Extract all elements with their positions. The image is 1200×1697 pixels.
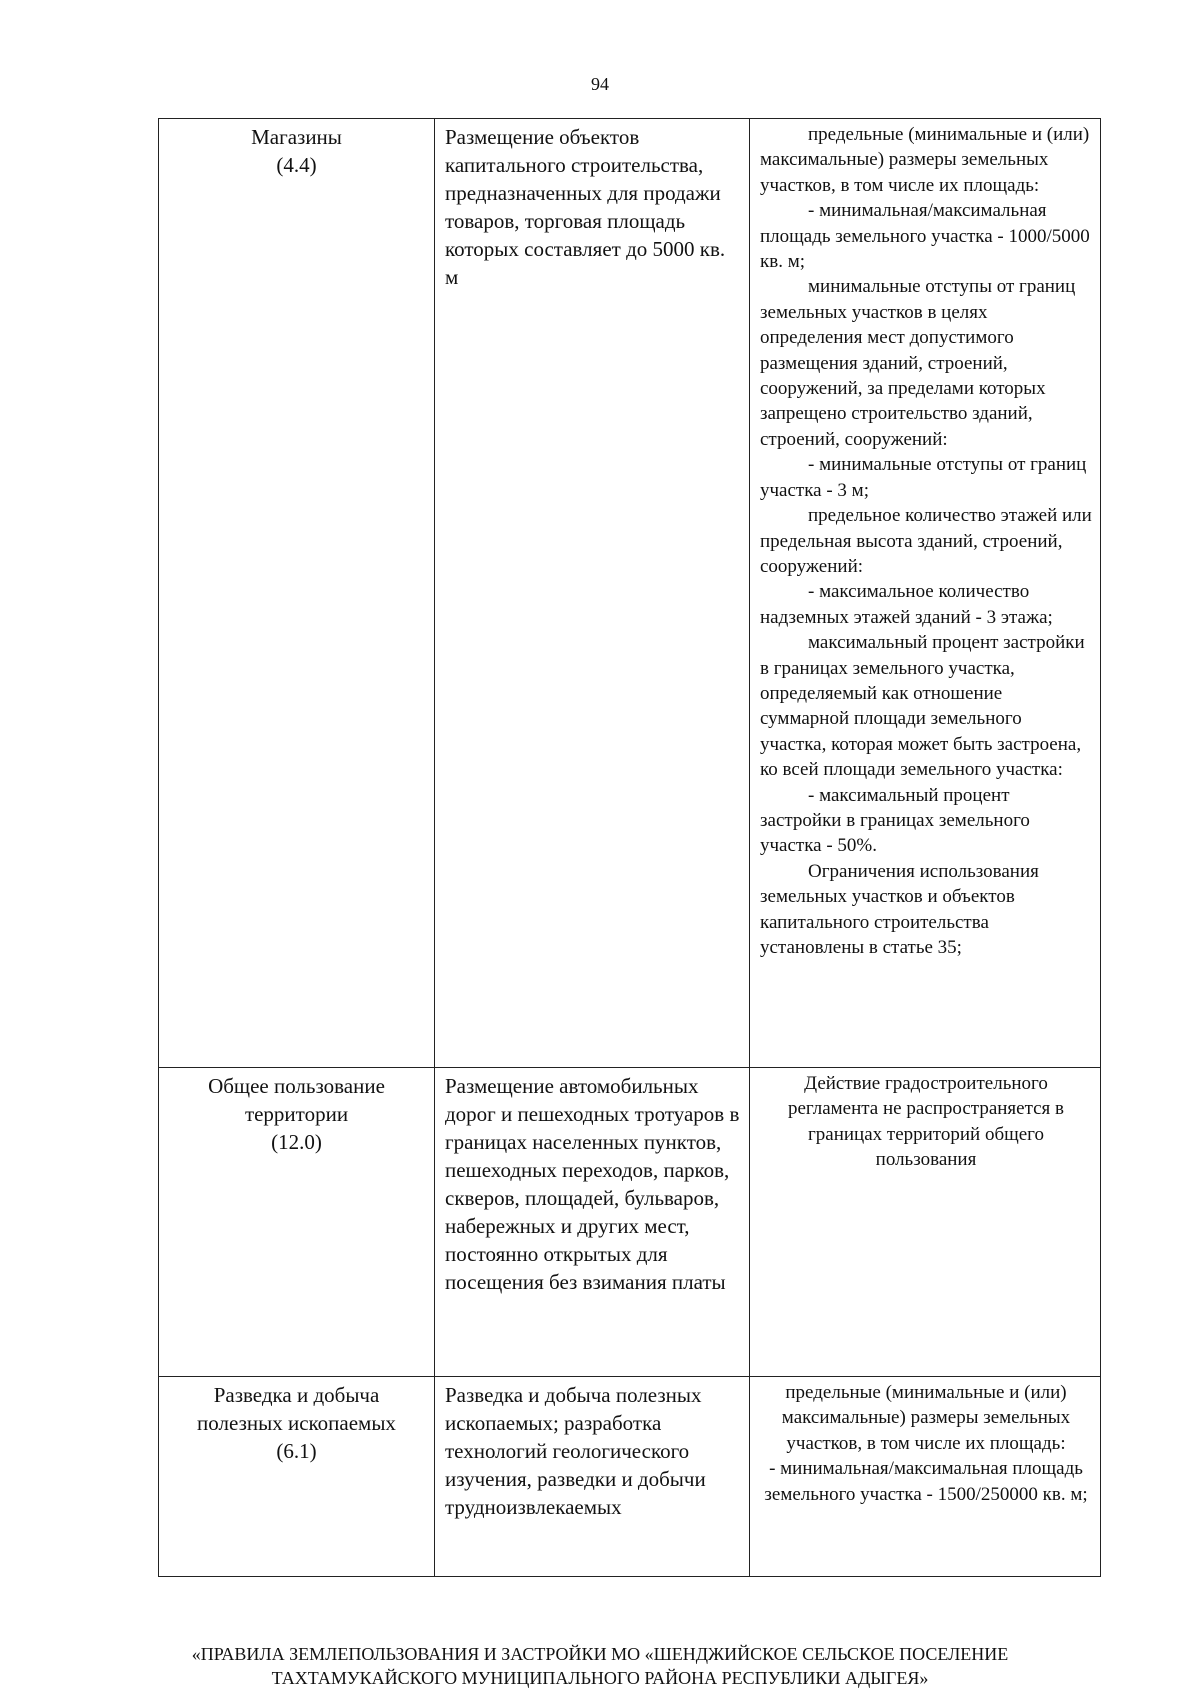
footer-line: «ПРАВИЛА ЗЕМЛЕПОЛЬЗОВАНИЯ И ЗАСТРОЙКИ МО «ШЕНДЖИЙСКОЕ СЕЛЬСКОЕ ПОСЕЛЕНИЕ	[191, 1644, 1009, 1664]
use-description: Размещение автомобильных дорог и пешеходных тротуаров в границах населенных пунктов, пешеходных переходов, парков, скверов, площадей, бульваров, набережных и других мест, постоянно открытых для посещения без взимания платы	[445, 1074, 740, 1294]
use-description: Разведка и добыча полезных ископаемых; разработка технологий геологического изучения, разведки и добычи трудноизвлекаемых	[445, 1383, 706, 1519]
param-paragraph: Действие градостроительного регламента не распространяется в границах территорий общего пользования	[787, 1073, 1065, 1171]
use-type-name-cont: территории	[244, 1102, 349, 1126]
parameters-cell	[750, 1068, 1101, 1377]
param-paragraph: предельные (минимальные и (или) максимальные) размеры земельных участков, в том числе их площадь:	[760, 124, 1090, 196]
use-description-cell	[435, 119, 750, 1068]
table-row	[159, 1377, 1101, 1577]
param-paragraph: - минимальные отступы от границ участка - 3 м;	[760, 454, 1087, 501]
use-type-code: (12.0)	[271, 1130, 322, 1154]
param-paragraph: - максимальное количество надземных этажей зданий - 3 этажа;	[760, 581, 1053, 628]
use-type-name: Разведка и добыча	[213, 1383, 380, 1407]
param-paragraph: предельное количество этажей или предельная высота зданий, строений, сооружений:	[760, 505, 1092, 577]
use-type-name-cont: полезных ископаемых	[197, 1411, 396, 1435]
footer-line: ТАХТАМУКАЙСКОГО МУНИЦИПАЛЬНОГО РАЙОНА РЕСПУБЛИКИ АДЫГЕЯ»	[271, 1668, 929, 1688]
use-type-cell	[159, 1377, 435, 1577]
param-paragraph: - минимальная/максимальная площадь земельного участка - 1000/5000 кв. м;	[760, 200, 1090, 273]
land-use-regulations-table	[158, 118, 1101, 1577]
use-type-name: Магазины	[251, 125, 342, 149]
param-paragraph: минимальные отступы от границ земельных участков в целях определения мест допустимого размещения зданий, строений, сооружений, за пределами которых запрещено строительство зданий, строений, сооружений:	[760, 276, 1076, 450]
document-footer	[0, 1642, 1200, 1690]
use-description-cell	[435, 1377, 750, 1577]
use-type-code: (4.4)	[276, 153, 317, 177]
param-paragraph: - максимальный процент застройки в границах земельного участка - 50%.	[760, 784, 1030, 857]
page-number: 94	[591, 74, 609, 94]
table-row	[159, 119, 1101, 1068]
use-description-cell	[435, 1068, 750, 1377]
use-description: Размещение объектов капитального строительства, предназначенных для продажи товаров, торговая площадь которых составляет до 5000 кв. м	[445, 125, 726, 289]
use-type-cell	[159, 1068, 435, 1377]
param-paragraph: максимальный процент застройки в границах земельного участка, определяемый как отношение суммарной площади земельного участка, которая может быть застроена, ко всей площади земельного участка:	[760, 632, 1085, 781]
table-row	[159, 1068, 1101, 1377]
param-paragraph: - минимальная/максимальная площадь земельного участка - 1500/250000 кв. м;	[764, 1458, 1088, 1505]
param-paragraph: предельные (минимальные и (или) максимальные) размеры земельных участков, в том числе их площадь:	[781, 1382, 1071, 1454]
param-paragraph: Ограничения использования земельных участков и объектов капитального строительства установлены в статье 35;	[760, 860, 1039, 958]
parameters-cell	[750, 119, 1101, 1068]
parameters-cell	[750, 1377, 1101, 1577]
use-type-code: (6.1)	[276, 1439, 317, 1463]
use-type-cell	[159, 119, 435, 1068]
use-type-name: Общее пользование	[208, 1074, 385, 1098]
